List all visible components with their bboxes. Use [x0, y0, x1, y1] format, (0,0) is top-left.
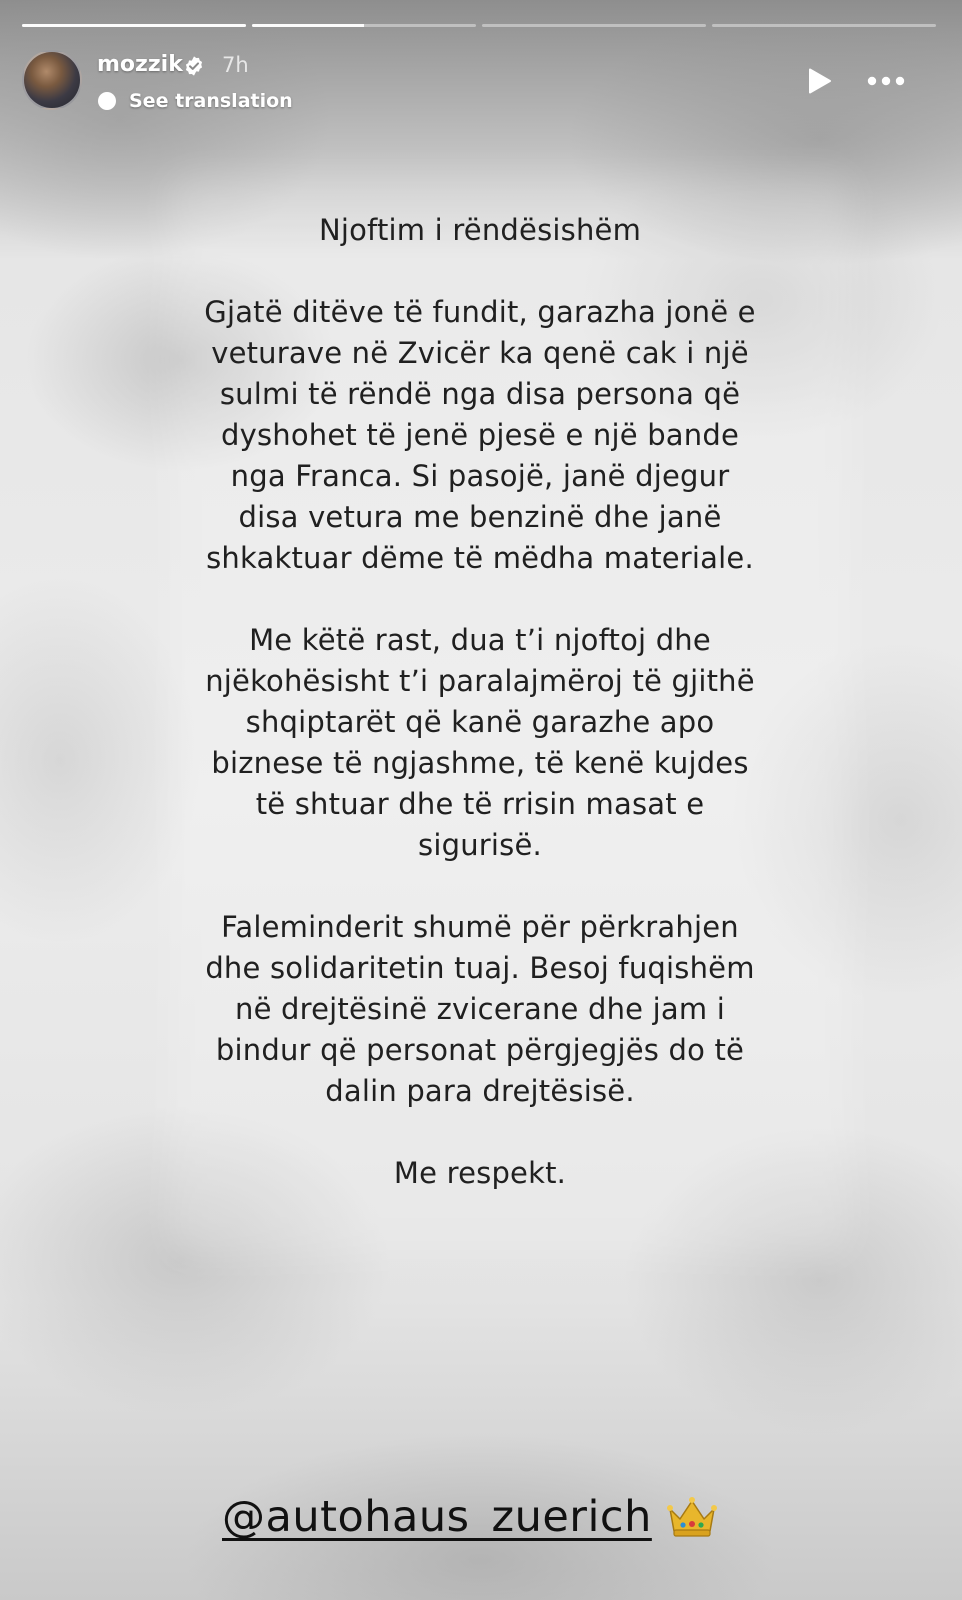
see-translation-button[interactable] [97, 88, 293, 114]
message-paragraph: Gjatë ditëve të fundit, garazha jonë e veturave në Zvicër ka qenë cak i një sulmi të rëndë nga disa persona që dyshohet të jenë pjesë e një bande nga Franca. Si pasojë, janë djegur disa vetura me benzinë dhe janë shkaktuar dëme të mëdha materiale. [204, 295, 756, 575]
message-paragraph: Me këtë rast, dua t’i njoftoj dhe njëkohësisht t’i paralajmëroj të gjithë shqiptarët që kanë garazhe apo biznese të ngjashme, të kenë kujdes të shtuar dhe të rrisin masat e sigurisë. [205, 623, 755, 862]
progress-segment-fill [22, 24, 246, 27]
story-text [200, 210, 760, 1194]
progress-segment-fill [252, 24, 364, 27]
progress-segment [712, 24, 936, 27]
crown-icon [666, 1495, 718, 1539]
mention-sticker[interactable] [222, 1482, 718, 1552]
post-time: 7h [222, 53, 249, 77]
story-progress-bar [22, 24, 962, 28]
verified-badge-icon [183, 55, 205, 77]
progress-segment [22, 24, 246, 27]
message-title: Njoftim i rëndësishëm [318, 213, 642, 247]
more-options-icon[interactable] [866, 72, 906, 90]
message-paragraph: Faleminderit shumë për përkrahjen dhe solidaritetin tuaj. Besoj fuqishëm në drejtësinë zvicerane dhe jam i bindur që personat përgjegjës do të dalin para drejtësisë. [205, 910, 755, 1108]
see-translation-label: See translation [129, 90, 293, 112]
mention-handle: @autohaus_zuerich [222, 1492, 652, 1542]
globe-icon [97, 91, 117, 111]
message-closing: Me respekt. [393, 1156, 567, 1190]
play-icon[interactable] [804, 66, 834, 96]
progress-segment [252, 24, 476, 27]
progress-segment [482, 24, 706, 27]
username[interactable]: mozzik [97, 52, 183, 77]
avatar[interactable] [22, 50, 82, 110]
